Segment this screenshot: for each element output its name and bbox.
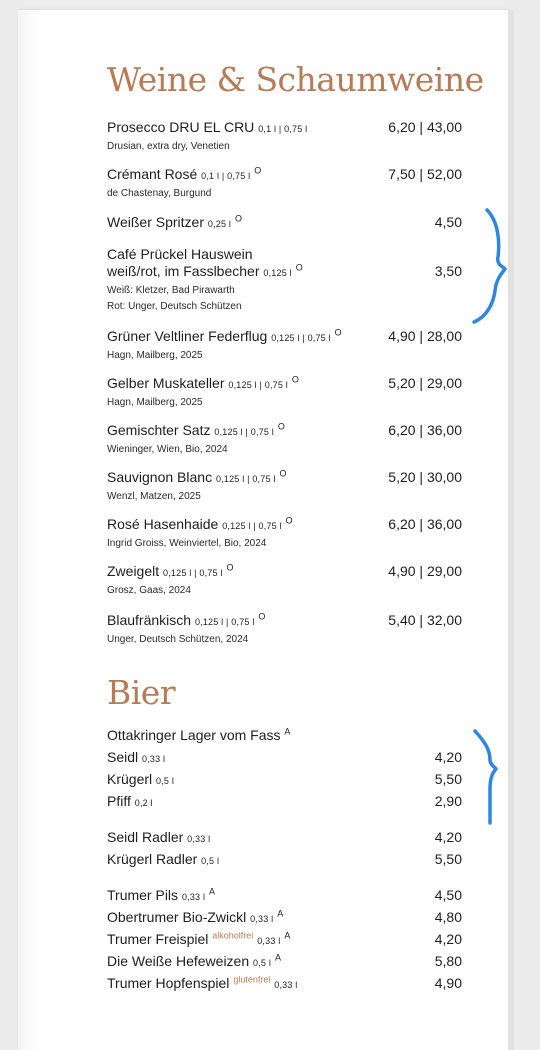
item-description: Ingrid Groiss, Weinviertel, Bio, 2024	[107, 538, 267, 549]
menu-item-ottakringer-header	[107, 727, 462, 744]
item-name-line1: Café Prückel Hauswein	[107, 246, 253, 262]
item-price: 6,20 | 43,00	[388, 119, 462, 135]
item-name: Grüner Veltliner Federflug	[107, 328, 268, 344]
menu-item-kruegerl	[107, 771, 462, 790]
item-marker: A	[209, 886, 216, 897]
item-name: Krügerl	[107, 771, 153, 787]
item-marker: O	[291, 374, 299, 385]
item-description-red: Rot: Unger, Deutsch Schützen	[107, 301, 242, 312]
item-marker: A	[277, 908, 284, 919]
item-volume: 0,33 l	[250, 914, 274, 924]
item-name: Zweigelt	[107, 563, 160, 579]
item-name: Sauvignon Blanc	[107, 469, 213, 485]
item-description: Hagn, Mailberg, 2025	[107, 350, 203, 361]
menu-item-pfiff	[107, 793, 462, 812]
menu-item-weisse-hefeweizen	[107, 953, 462, 972]
item-volume: 0,33 l	[181, 892, 206, 902]
item-price: 3,50	[434, 263, 462, 279]
item-name: Blaufränkisch	[107, 612, 192, 628]
menu-item-kruegerl-radler	[107, 851, 462, 870]
item-volume: 0,33 l	[142, 754, 166, 764]
item-price: 5,80	[434, 953, 462, 969]
item-price: 7,50 | 52,00	[388, 166, 462, 182]
item-marker: O	[277, 421, 285, 432]
item-description: Wieninger, Wien, Bio, 2024	[107, 444, 228, 455]
menu-item-prosecco	[107, 119, 462, 154]
item-name: Crémant Rosé	[107, 166, 198, 182]
item-price: 4,20	[434, 749, 462, 765]
item-volume: 0,1 l | 0,75 l	[258, 124, 308, 134]
menu-item-spritzer	[107, 214, 462, 233]
menu-item-rose-hasenhaide	[107, 516, 462, 551]
item-volume: 0,33 l	[187, 834, 211, 844]
item-name: Krügerl Radler	[107, 851, 198, 867]
menu-item-muskateller	[107, 375, 462, 410]
item-name: Seidl Radler	[107, 829, 184, 845]
item-name: Pfiff	[107, 793, 131, 809]
item-price: 4,90 | 29,00	[388, 563, 462, 579]
item-volume: 0,2 l	[134, 798, 153, 808]
menu-item-bio-zwickl	[107, 909, 462, 928]
menu-item-hauswein	[107, 246, 462, 314]
menu-item-trumer-hopfenspiel	[107, 975, 462, 994]
item-marker: O	[295, 262, 303, 273]
menu-item-cremant	[107, 166, 462, 201]
item-description: de Chastenay, Burgund	[107, 188, 212, 199]
menu-item-trumer-freispiel	[107, 931, 462, 950]
item-volume: 0,33 l	[257, 936, 281, 946]
item-marker: O	[258, 611, 266, 622]
item-volume: 0,125 l | 0,75 l	[215, 474, 276, 484]
page-edge	[508, 10, 514, 1050]
item-description: Unger, Deutsch Schützen, 2024	[107, 634, 249, 645]
item-marker: A	[274, 952, 281, 963]
item-name-line2: weiß/rot, im Fasslbecher	[107, 263, 260, 279]
item-price: 6,20 | 36,00	[388, 516, 462, 532]
item-price: 4,90	[434, 975, 462, 991]
item-volume: 0,1 l | 0,75 l	[201, 171, 251, 181]
item-price: 5,40 | 32,00	[388, 612, 462, 628]
item-volume: 0,5 l	[201, 856, 220, 866]
item-name: Prosecco DRU EL CRU	[107, 119, 255, 135]
item-marker: O	[285, 515, 293, 526]
item-price: 4,50	[434, 887, 462, 903]
item-volume: 0,125 l | 0,75 l	[222, 521, 282, 531]
menu-item-trumer-pils	[107, 887, 462, 906]
item-tag-gluten-free: glutenfrei	[233, 974, 271, 985]
item-price: 5,50	[434, 851, 462, 867]
annotation-brace-beer	[470, 727, 510, 829]
item-description: Hagn, Mailberg, 2025	[107, 397, 203, 408]
item-description: Drusian, extra dry, Venetien	[107, 141, 230, 152]
menu-item-blaufraenkisch	[107, 612, 462, 647]
item-marker: A	[284, 930, 291, 941]
menu-item-zweigelt	[107, 563, 462, 598]
item-volume: 0,5 l	[156, 776, 175, 786]
menu-item-veltliner	[107, 328, 462, 363]
item-volume: 0,25 l	[207, 219, 232, 229]
item-price: 2,90	[434, 793, 462, 809]
item-name: Die Weiße Hefeweizen	[107, 953, 250, 969]
item-price: 5,20 | 30,00	[388, 469, 462, 485]
item-name: Trumer Hopfenspiel	[107, 975, 230, 991]
item-marker: O	[254, 165, 262, 176]
item-description-white: Weiß: Kletzer, Bad Pirawarth	[107, 285, 235, 296]
item-volume: 0,125 l | 0,75 l	[214, 427, 274, 437]
item-name: Rosé Hasenhaide	[107, 516, 219, 532]
page-shadow	[18, 10, 40, 1050]
item-name: Weißer Spritzer	[107, 214, 204, 230]
menu-item-sauvignon	[107, 469, 462, 504]
item-description: Wenzl, Matzen, 2025	[107, 491, 201, 502]
item-price: 5,20 | 29,00	[388, 375, 462, 391]
item-name: Trumer Freispiel	[107, 931, 209, 947]
item-price: 5,50	[434, 771, 462, 787]
item-marker: O	[234, 213, 242, 224]
item-description: Grosz, Gaas, 2024	[107, 585, 191, 596]
menu-item-seidl-radler	[107, 829, 462, 848]
item-price: 4,20	[434, 829, 462, 845]
item-name: Gelber Muskateller	[107, 375, 225, 391]
item-tag-alcohol-free: alkoholfrei	[212, 930, 254, 941]
item-price: 4,80	[434, 909, 462, 925]
item-price: 6,20 | 36,00	[388, 422, 462, 438]
item-volume: 0,5 l	[253, 958, 272, 968]
item-name: Gemischter Satz	[107, 422, 211, 438]
annotation-brace-wine	[470, 205, 510, 330]
item-volume: 0,125 l | 0,75 l	[163, 568, 223, 578]
item-marker: O	[226, 562, 234, 573]
item-volume: 0,33 l	[274, 980, 298, 990]
item-price: 4,20	[434, 931, 462, 947]
section-title-beer: Bier	[107, 673, 176, 712]
item-name: Obertrumer Bio-Zwickl	[107, 909, 247, 925]
item-price: 4,50	[434, 214, 462, 230]
item-volume: 0,125 l | 0,75 l	[271, 333, 331, 343]
menu-item-seidl	[107, 749, 462, 768]
menu-item-gemischter-satz	[107, 422, 462, 457]
item-name: Ottakringer Lager vom Fass	[107, 727, 281, 743]
item-marker: O	[334, 327, 342, 338]
item-marker: A	[284, 726, 291, 737]
section-title-wine: Weine & Schaumweine	[107, 60, 484, 99]
item-volume: 0,125 l	[263, 268, 292, 278]
item-volume: 0,125 l | 0,75 l	[228, 380, 288, 390]
item-volume: 0,125 l | 0,75 l	[194, 617, 255, 627]
item-price: 4,90 | 28,00	[388, 328, 462, 344]
item-marker: O	[279, 468, 287, 479]
item-name: Seidl	[107, 749, 139, 765]
item-name: Trumer Pils	[107, 887, 179, 903]
